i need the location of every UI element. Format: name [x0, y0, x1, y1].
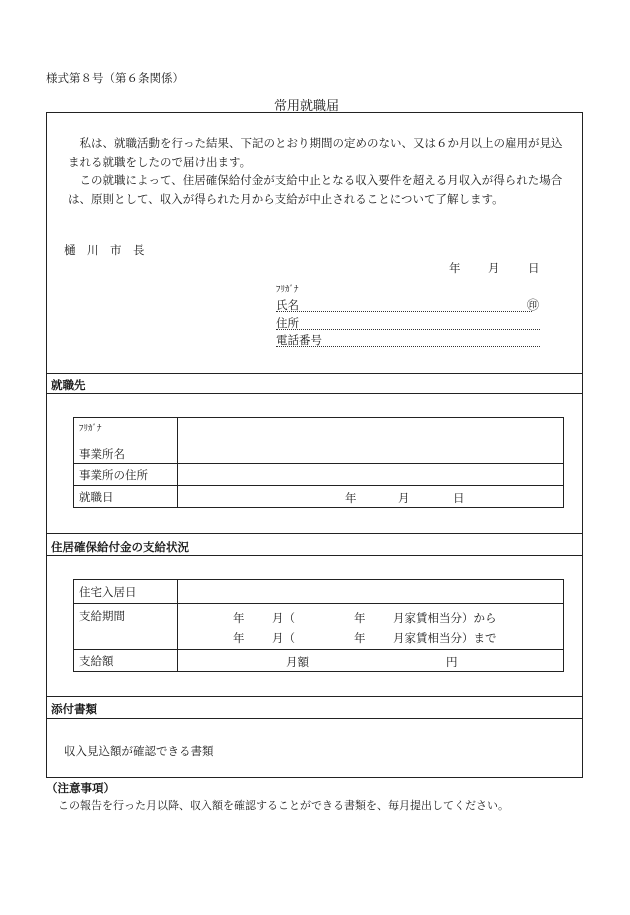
applicant-address-label: 住所 — [276, 316, 299, 330]
period-end-year: 年 — [233, 631, 245, 645]
amount-field[interactable] — [178, 650, 564, 672]
divider — [46, 373, 583, 374]
applicant-phone-label: 電話番号 — [276, 333, 322, 347]
employment-name-label-cell — [74, 418, 178, 464]
applicant-address-field[interactable] — [276, 329, 540, 330]
divider — [46, 555, 583, 556]
declaration-para-2: この就職によって、住居確保給付金が支給中止となる収入要件を超える月収入が得られた場合は、原則として、収入が得られた月から支給が中止されることについて了解します。 — [68, 173, 563, 206]
date-year-label: 年 — [449, 261, 461, 275]
notes-heading: （注意事項） — [46, 781, 115, 795]
office-address-label: 事業所の住所 — [74, 464, 178, 486]
period-end-rent-year: 年 — [354, 631, 366, 645]
employment-furigana-label: ﾌﾘｶﾞﾅ — [79, 424, 102, 434]
period-end-month: 月（ — [272, 631, 295, 645]
start-date-month: 月 — [398, 491, 410, 505]
divider — [46, 718, 583, 719]
benefit-heading: 住居確保給付金の支給状況 — [51, 540, 189, 554]
period-end-rent-month: 月家賃相当分）まで — [393, 631, 497, 645]
period-field[interactable] — [178, 604, 564, 650]
form-number: 様式第８号（第６条関係） — [46, 71, 184, 85]
start-date-field[interactable] — [178, 486, 564, 508]
date-day-label: 日 — [528, 261, 540, 275]
divider — [46, 533, 583, 534]
applicant-name-label: 氏名 — [276, 298, 299, 312]
period-start-rent-year: 年 — [354, 611, 366, 625]
applicant-furigana-label: ﾌﾘｶﾞﾅ — [276, 285, 299, 295]
benefit-table — [73, 579, 564, 672]
applicant-phone-field[interactable] — [276, 346, 540, 347]
divider — [46, 696, 583, 697]
seal-mark: ㊞ — [527, 298, 540, 312]
declaration-text — [68, 134, 563, 208]
start-date-year: 年 — [345, 491, 357, 505]
addressee: 樋 川 市 長 — [64, 243, 145, 257]
declaration-para-1: 私は、就職活動を行った結果、下記のとおり期間の定めのない、又は６か月以上の雇用が見込まれる就職をしたので届け出ます。 — [68, 136, 563, 169]
amount-yen-label: 円 — [446, 655, 458, 669]
employment-table — [73, 417, 564, 508]
attachments-heading: 添付書類 — [51, 702, 97, 716]
office-address-field[interactable] — [178, 464, 564, 486]
attachment-item: 収入見込額が確認できる書類 — [64, 744, 214, 758]
period-start-rent-month: 月家賃相当分）から — [393, 611, 497, 625]
move-in-label: 住宅入居日 — [74, 580, 178, 604]
move-in-field[interactable] — [178, 580, 564, 604]
notes-text: この報告を行った月以降、収入額を確認することができる書類を、毎月提出してください。 — [58, 799, 509, 812]
period-label: 支給期間 — [74, 604, 178, 650]
applicant-name-field[interactable] — [276, 311, 532, 312]
office-name-label: 事業所名 — [79, 447, 125, 461]
employment-heading: 就職先 — [51, 378, 86, 392]
office-name-field[interactable] — [178, 418, 564, 464]
period-start-month: 月（ — [272, 611, 295, 625]
page-title: 常用就職届 — [274, 99, 340, 114]
start-date-label: 就職日 — [74, 486, 178, 508]
start-date-day: 日 — [453, 491, 465, 505]
period-start-year: 年 — [233, 611, 245, 625]
date-month-label: 月 — [488, 261, 500, 275]
divider — [46, 393, 583, 394]
amount-label: 支給額 — [74, 650, 178, 672]
amount-monthly-label: 月額 — [286, 655, 309, 669]
